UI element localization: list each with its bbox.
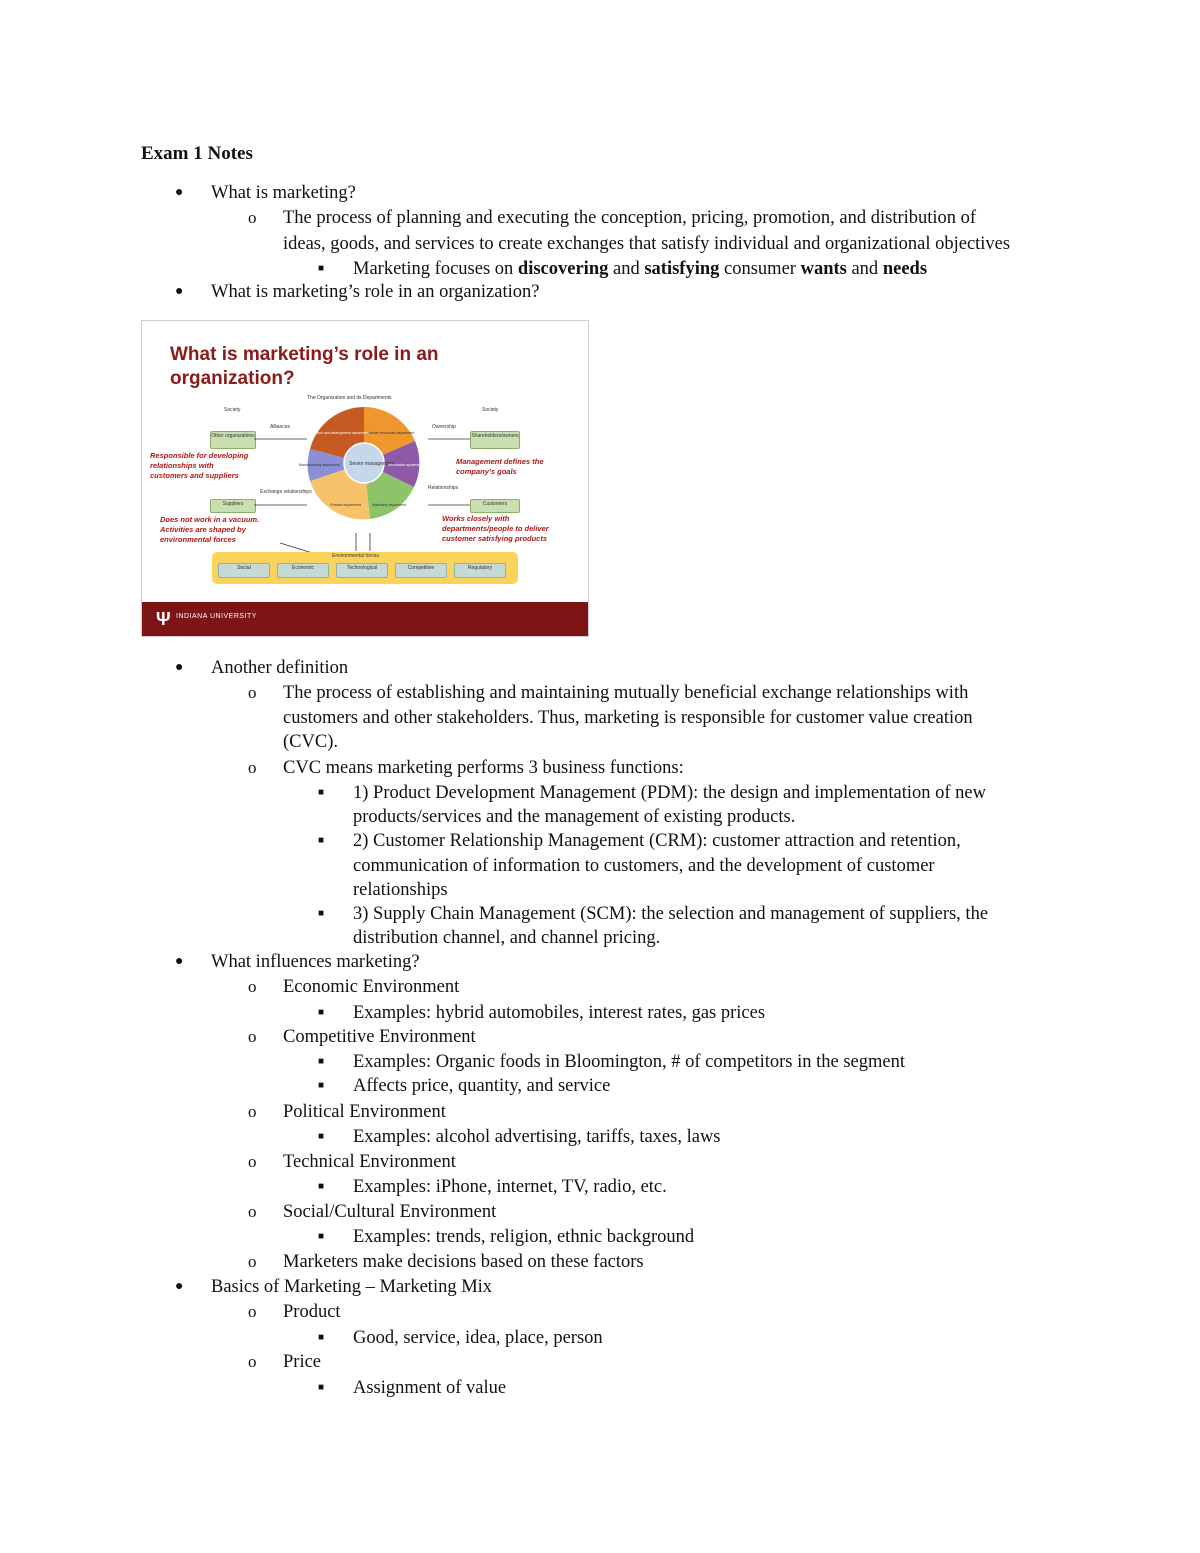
definition-line: ideas, goods, and services to create exchanges that satisfy individual and organizational objectives [283, 234, 1011, 254]
bullet-l3: ■ [318, 908, 325, 919]
env-item: Economic [277, 563, 329, 578]
bullet-l2: o [248, 1352, 257, 1371]
bullet-l2: o [248, 758, 257, 777]
alliances-label: Alliances [270, 424, 291, 430]
another-definition: Another definition [211, 658, 349, 678]
ownership-label: Ownership [432, 424, 456, 430]
crm-line: 2) Customer Relationship Management (CRM): customer attraction and retention, [353, 831, 961, 851]
env-example: Affects price, quantity, and service [353, 1076, 611, 1096]
env-forces-label: Environmental forces [332, 553, 379, 559]
bullet-l3: ■ [318, 1007, 325, 1018]
is-label: Information systems department [388, 463, 438, 467]
page-title: Exam 1 Notes [141, 143, 253, 164]
exchange-label: Exchange relationships [260, 489, 312, 495]
question-what-is-marketing: What is marketing? [211, 183, 356, 203]
scm-line: distribution channel, and channel pricing. [353, 928, 661, 948]
note-line: company’s goals [456, 467, 517, 476]
focus-bold: wants [800, 259, 847, 279]
note-line: Works closely with [442, 514, 510, 523]
bullet-l1: ● [175, 1279, 184, 1294]
focus-text: Marketing focuses on [353, 259, 518, 279]
crm-line: communication of information to customers, and the development of customer [353, 856, 935, 876]
definition-line: (CVC). [283, 732, 338, 752]
society-right: Society [482, 407, 499, 413]
suppliers-box: Suppliers [210, 499, 256, 513]
influences-heading: What influences marketing? [211, 952, 420, 972]
bullet-l3: ■ [318, 1080, 325, 1091]
bullet-l2: o [248, 1252, 257, 1271]
university-name: INDIANA UNIVERSITY [176, 613, 257, 620]
cvc-line: CVC means marketing performs 3 business functions: [283, 758, 684, 778]
bullet-l2: o [248, 977, 257, 996]
focus-bold: needs [882, 259, 928, 279]
scm-line: 3) Supply Chain Management (SCM): the selection and management of suppliers, the [353, 904, 989, 924]
definition-line: The process of planning and executing the conception, pricing, promotion, and distribution of [283, 208, 977, 228]
note-line: relationships with [150, 461, 214, 470]
finance-label: Finance department [330, 503, 362, 507]
note-developing [150, 451, 248, 481]
pdm-line: 1) Product Development Management (PDM): the design and implementation of new [353, 783, 986, 803]
senior-mgmt-label: Senior management [349, 461, 395, 467]
bullet-l1: ● [175, 185, 184, 200]
basics-heading: Basics of Marketing – Marketing Mix [211, 1277, 493, 1297]
note-line: Does not work in a vacuum. [160, 515, 260, 524]
bullet-l2: o [248, 683, 257, 702]
note-line: Management defines the [456, 457, 544, 466]
note-line: Activities are shaped by [160, 525, 246, 534]
bullet-l3: ■ [318, 1231, 325, 1242]
other-orgs-box: Other organizations [210, 431, 256, 449]
note-works-closely [442, 514, 549, 544]
bullet-l3: ■ [318, 1131, 325, 1142]
note-line: departments/people to deliver [442, 524, 549, 533]
focus-text: and [608, 259, 645, 279]
focus-bold: satisfying [644, 259, 720, 279]
bullet-l3: ■ [318, 1382, 325, 1393]
factors-line: Marketers make decisions based on these factors [283, 1252, 644, 1272]
question-role: What is marketing’s role in an organization? [211, 282, 540, 302]
env-economic: Economic Environment [283, 977, 460, 997]
marketing-dept-label: Marketing department [372, 503, 407, 507]
bullet-l2: o [248, 208, 257, 227]
env-example: Examples: trends, religion, ethnic background [353, 1227, 695, 1247]
env-example: Examples: hybrid automobiles, interest rates, gas prices [353, 1003, 766, 1023]
relationships-label: Relationships [428, 485, 459, 491]
bullet-l3: ■ [318, 1332, 325, 1343]
note-line: customer satisfying products [442, 534, 548, 543]
bullet-l2: o [248, 1102, 257, 1121]
slide-footer [142, 602, 588, 636]
env-example: Examples: Organic foods in Bloomington, # of competitors in the segment [353, 1052, 906, 1072]
bullet-l3: ■ [318, 835, 325, 846]
bullet-l3: ■ [318, 787, 325, 798]
definition-line: customers and other stakeholders. Thus, marketing is responsible for customer value creation [283, 708, 973, 728]
hr-label: Human resources department [368, 431, 415, 435]
slide-image [141, 320, 589, 637]
env-social: Social/Cultural Environment [283, 1202, 497, 1222]
definition-line: The process of establishing and maintaining mutually beneficial exchange relationships with [283, 683, 969, 703]
marketing-focus-line [353, 257, 927, 281]
env-example: Examples: alcohol advertising, tariffs, taxes, laws [353, 1127, 721, 1147]
bullet-l2: o [248, 1152, 257, 1171]
customers-box: Customers [470, 499, 520, 513]
bullet-l2: o [248, 1302, 257, 1321]
mix-product: Product [283, 1302, 341, 1322]
env-item: Social [218, 563, 270, 578]
focus-text: consumer [719, 259, 801, 279]
diagram-title: The Organization and its Departments [307, 395, 392, 401]
crm-line: relationships [353, 880, 448, 900]
bullet-l2: o [248, 1202, 257, 1221]
env-competitive: Competitive Environment [283, 1027, 476, 1047]
slide-title: What is marketing’s role in an organization? [170, 344, 439, 389]
bullet-l2: o [248, 1027, 257, 1046]
society-left: Society [224, 407, 241, 413]
env-item: Regulatory [454, 563, 506, 578]
focus-bold: discovering [517, 259, 609, 279]
bullet-l3: ■ [318, 1181, 325, 1192]
env-technical: Technical Environment [283, 1152, 456, 1172]
shareholders-box: Shareholders/owners [470, 431, 520, 449]
env-item: Competitive [395, 563, 447, 578]
mix-example: Good, service, idea, place, person [353, 1328, 603, 1348]
focus-text: and [846, 259, 883, 279]
env-political: Political Environment [283, 1102, 446, 1122]
bullet-l3: ■ [318, 263, 325, 274]
bullet-l1: ● [175, 660, 184, 675]
manufacturing-label: Manufacturing department [299, 463, 340, 467]
bullet-l3: ■ [318, 1056, 325, 1067]
pdm-line: products/services and the management of existing products. [353, 807, 796, 827]
rd-label: Research and development department [308, 431, 370, 435]
env-example: Examples: iPhone, internet, TV, radio, etc. [353, 1177, 667, 1197]
note-management [456, 457, 544, 477]
note-line: Responsible for developing [150, 451, 249, 460]
note-line: customers and suppliers [150, 471, 239, 480]
mix-price: Price [283, 1352, 322, 1372]
bullet-l1: ● [175, 284, 184, 299]
mix-example: Assignment of value [353, 1378, 507, 1398]
env-item: Technological [336, 563, 388, 578]
bullet-l1: ● [175, 954, 184, 969]
note-vacuum [160, 515, 259, 545]
iu-logo: Ψ [156, 609, 171, 629]
note-line: environmental forces [160, 535, 236, 544]
